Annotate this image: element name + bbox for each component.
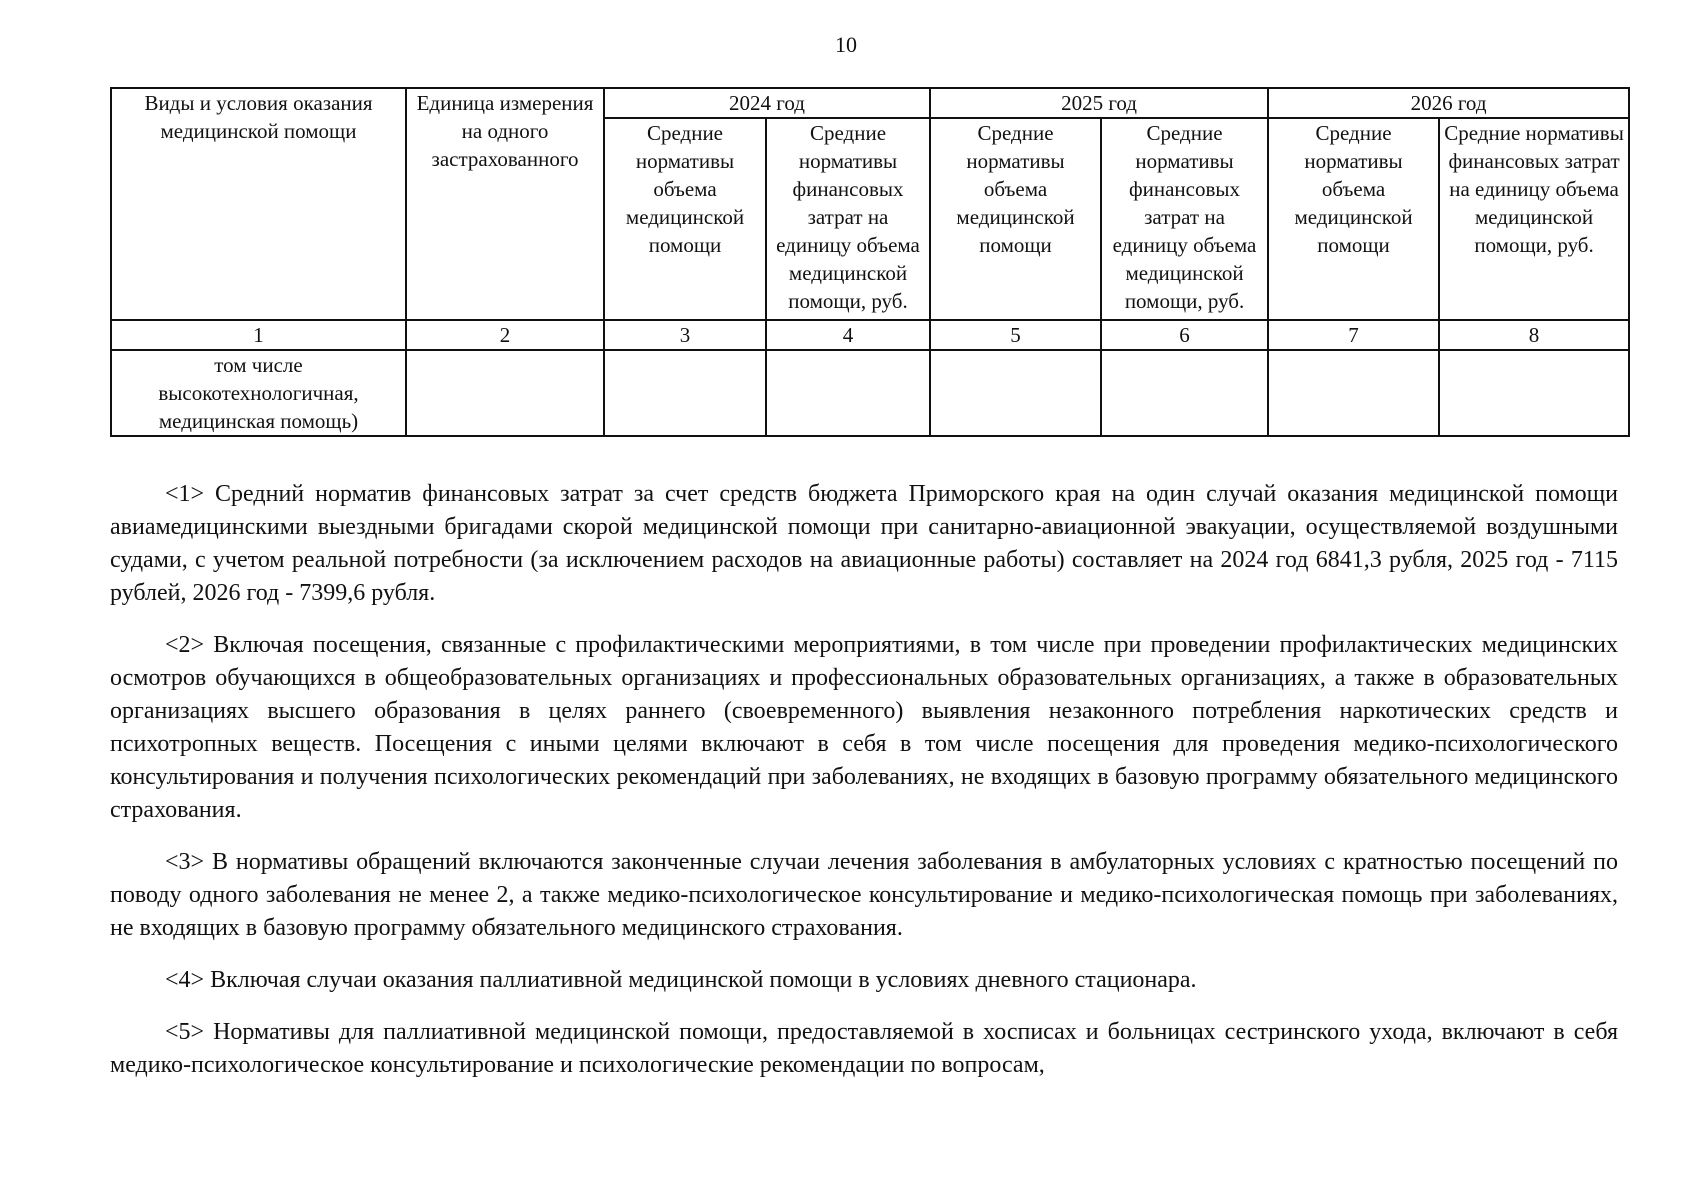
footnotes — [110, 478, 1618, 1101]
header-kinds-conditions: Виды и условия оказания медицинской помощи — [111, 88, 406, 320]
table-cell — [1101, 350, 1268, 436]
column-number: 2 — [406, 320, 604, 350]
column-number: 5 — [930, 320, 1101, 350]
header-2024-cost: Средние нормативы финансовых затрат на единицу объема медицинской помощи, руб. — [766, 118, 930, 320]
header-2025-volume: Средние нормативы объема медицинской помощи — [930, 118, 1101, 320]
column-number-row — [111, 320, 1629, 350]
header-unit: Единица измерения на одного застрахованного — [406, 88, 604, 320]
table-cell — [1439, 350, 1629, 436]
footnote-4: <4> Включая случаи оказания паллиативной медицинской помощи в условиях дневного стационара. — [165, 967, 1197, 993]
table-cell — [604, 350, 766, 436]
table-cell — [930, 350, 1101, 436]
footnote-2: <2> Включая посещения, связанные с профилактическими мероприятиями, в том числе при проведении профилактических медицинских осмотров обучающихся в общеобразовательных организациях и профессиональных образовательных организациях, а также в образовательных организациях высшего образования в целях раннего (своевременного) выявления незаконного потребления наркотических средств и психотропных веществ. Посещения с иными целями включают в себя в том числе посещения для проведения медико-психологического консультирования и получения психологических рекомендаций при заболеваниях, не входящих в базовую программу обязательного медицинского страхования. — [110, 632, 1618, 823]
column-number: 4 — [766, 320, 930, 350]
header-year-2024: 2024 год — [604, 88, 930, 118]
table-cell — [1268, 350, 1439, 436]
column-number: 8 — [1439, 320, 1629, 350]
footnote-5: <5> Нормативы для паллиативной медицинской помощи, предоставляемой в хосписах и больницах сестринского ухода, включают в себя медико-психологическое консультирование и психологические рекомендации по вопросам, — [110, 1019, 1618, 1078]
header-row-years — [111, 88, 1629, 118]
page-number: 10 — [835, 32, 857, 57]
table-cell — [406, 350, 604, 436]
header-year-2025: 2025 год — [930, 88, 1268, 118]
footnote-3: <3> В нормативы обращений включаются законченные случаи лечения заболевания в амбулаторных условиях с кратностью посещений по поводу одного заболевания не менее 2, а также медико-психологическое консультирование и медико-психологическая помощь при заболеваниях, не входящих в базовую программу обязательного медицинского страхования. — [110, 849, 1618, 941]
header-2025-cost: Средние нормативы финансовых затрат на единицу объема медицинской помощи, руб. — [1101, 118, 1268, 320]
column-number: 6 — [1101, 320, 1268, 350]
table-cell-kind: том числе высокотехнологичная, медицинская помощь) — [111, 350, 406, 436]
header-2026-cost: Средние нормативы финансовых затрат на единицу объема медицинской помощи, руб. — [1439, 118, 1629, 320]
norms-table — [110, 87, 1630, 437]
table-row — [111, 350, 1629, 436]
footnote-1: <1> Средний норматив финансовых затрат за счет средств бюджета Приморского края на один случай оказания медицинской помощи авиамедицинскими выездными бригадами скорой медицинской помощи при санитарно-авиационной эвакуации, осуществляемой воздушными судами, с учетом реальной потребности (за исключением расходов на авиационные работы) составляет на 2024 год 6841,3 рубля, 2025 год - 7115 рублей, 2026 год - 7399,6 рубля. — [110, 481, 1618, 606]
header-year-2026: 2026 год — [1268, 88, 1629, 118]
column-number: 1 — [111, 320, 406, 350]
header-2026-volume: Средние нормативы объема медицинской помощи — [1268, 118, 1439, 320]
column-number: 3 — [604, 320, 766, 350]
header-2024-volume: Средние нормативы объема медицинской помощи — [604, 118, 766, 320]
column-number: 7 — [1268, 320, 1439, 350]
table-cell — [766, 350, 930, 436]
